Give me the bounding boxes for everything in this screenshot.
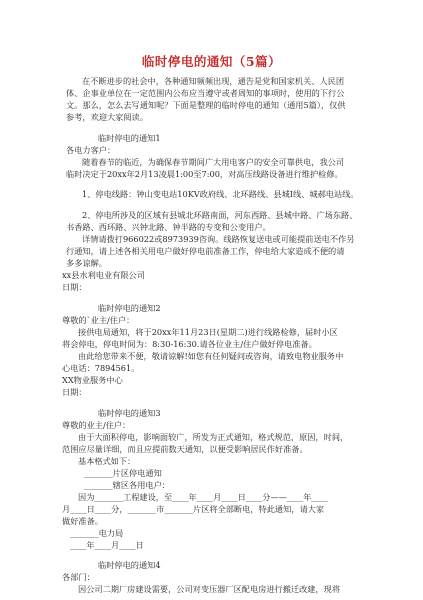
section-heading-3: 临时停电的通知3: [98, 408, 161, 418]
salutation: 尊敬的`业主/住户：: [62, 315, 135, 325]
template-line: ____年____月____日: [70, 540, 144, 550]
body-line: 临时决定于20xx年2月13凌晨1:00至7:00，对高压线路设备进行维护检修。: [66, 169, 343, 179]
body-line: 基本格式如下：: [78, 456, 136, 466]
date-label: 日期：: [62, 282, 87, 292]
body-line: 行通知，请上述各相关用电户做好停电前准备工作，停电给大家造成不便的请: [66, 246, 345, 256]
section-heading-2: 临时停电的通知2: [98, 303, 161, 313]
body-line: 将会停电，停电时间为：8:30-16:30.请各位业主/住户做好停电准备。: [62, 339, 317, 349]
salutation: 各电力客户：: [66, 145, 116, 155]
body-line: 由此给您带来不便，敬请谅解!如您有任何疑问或咨询，请致电物业服务中: [78, 351, 344, 361]
template-line: 因为_______工程建设，至____年____月____日____分——____年____: [78, 492, 328, 502]
document-title: 临时停电的通知（5篇）: [141, 54, 282, 69]
date-label: 日期：: [62, 387, 87, 397]
body-line: 随着春节的临近，为确保春节期间广大用电客户的安全可靠供电，我公司: [82, 157, 345, 167]
body-line: 因公司二期厂房建设需要，公司对变压器厂区配电房进行搬迁改建，现将: [78, 584, 341, 594]
template-line: _______电力局: [70, 528, 124, 538]
signature: XX物业服务中心: [62, 375, 123, 385]
intro-line: 在不断进步的社会中，各种通知频频出现，通告是党和国家机关、人民团: [82, 76, 345, 86]
intro-line: 文。那么，怎么去写通知呢？下面是整理的临时停电的通知（通用5篇），仅供: [66, 100, 346, 110]
body-line: 范围应尽量详细，而且应提前数天通知，以便受影响居民作好准备。: [62, 444, 308, 454]
salutation: 尊敬的业主/住户：: [62, 420, 131, 430]
body-line: 书香路、西环路、兴钟北路、钟半路的专变和公变用户。: [66, 222, 271, 232]
template-line: _______辖区各用电户：: [84, 480, 170, 490]
body-line: 心电话：7894561。: [62, 363, 140, 373]
body-line: 1、停电线路：钟山变电站10KV政府线、北环路线、县城Ⅰ线、城郝电站线。: [82, 189, 359, 199]
body-line: 2、停电所涉及的区域有县城北环路南面，河东西路、县城中路、广场东路、: [82, 210, 358, 220]
template-line: 月____日____分，_______市_______片区将全部断电，特此通知，请大家: [62, 504, 325, 514]
salutation: 各部门：: [62, 572, 95, 582]
body-line: 由于大面积停电，影响面较广，所发为正式通知，格式规范，原因，时间，: [78, 432, 349, 442]
template-line: 做好准备。: [62, 516, 103, 526]
signature: xx县水利电业有限公司: [62, 270, 145, 280]
body-line: 多多谅解。: [66, 258, 107, 268]
body-line: 接供电局通知，将于20xx年11月23日(星期二)进行线路检修，届时小区: [78, 327, 338, 337]
intro-line: 参考，欢迎大家阅读。: [66, 112, 148, 122]
intro-line: 体、企事业单位在一定范围内公布应当遵守或者周知的事项时，使用的下行公: [66, 88, 345, 98]
body-line: 详情请拨打966022或8973939咨询。线路恢复送电或可能提前送电不作另: [82, 234, 355, 244]
template-line: _______片区停电通知: [84, 468, 162, 478]
section-heading-1: 临时停电的通知1: [98, 133, 161, 143]
section-heading-4: 临时停电的通知4: [98, 560, 161, 570]
